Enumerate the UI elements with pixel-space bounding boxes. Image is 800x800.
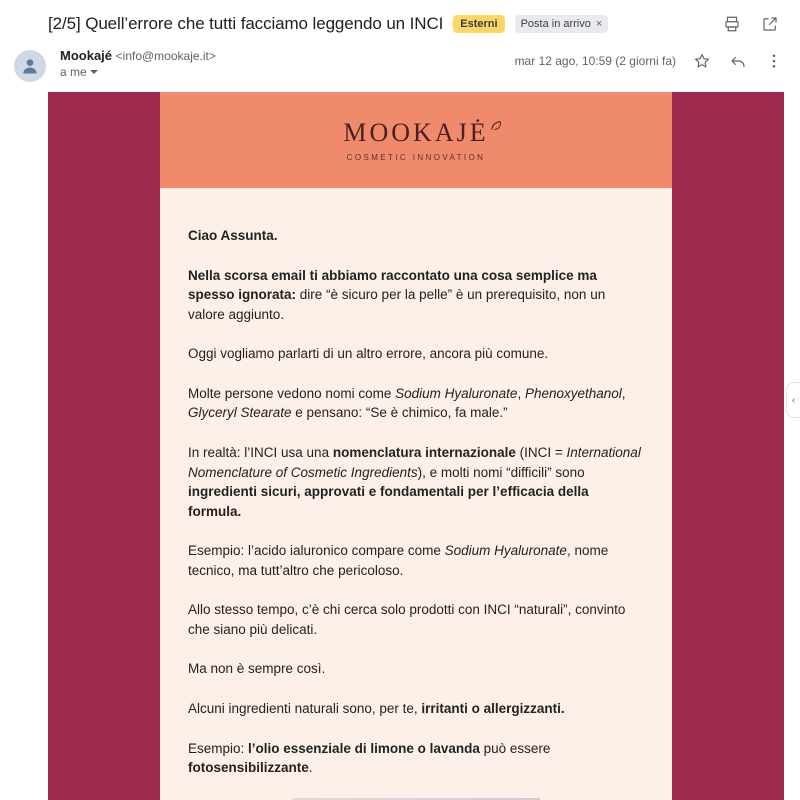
email-paragraph: Esempio: l’olio essenziale di limone o lavanda può essere fotosensibilizzante. — [188, 740, 551, 776]
more-options-icon[interactable] — [764, 51, 784, 71]
email-paragraphs — [160, 188, 672, 778]
email-paragraph: Alcuni ingredienti naturali sono, per te, irritanti o allergizzanti. — [188, 701, 565, 716]
page-title: [2/5] Quell’errore che tutti facciamo leggendo un INCI — [48, 14, 444, 33]
email-paragraph: Esempio: l’acido ialuronico compare come Sodium Hyaluronate, nome tecnico, ma tutt’altro che pericoloso. — [188, 543, 609, 578]
email-paragraph: Nella scorsa email ti abbiamo raccontato una cosa semplice ma spesso ignorata: dire “è sicuro per la pelle” è un prerequisito, non un valore aggiunto. — [188, 267, 606, 322]
email-paragraph: Ma non è sempre così. — [188, 661, 326, 677]
subject-row — [0, 0, 800, 42]
status-badge-external: Esterni — [453, 15, 504, 33]
email-paragraph: Ciao Assunta. — [188, 228, 278, 243]
email-paragraph: Oggi vogliamo parlarti di un altro errore, ancora più comune. — [188, 346, 549, 362]
star-icon[interactable] — [692, 51, 712, 71]
avatar[interactable] — [14, 50, 46, 82]
email-paragraph: Allo stesso tempo, c’è chi cerca solo prodotti con INCI “naturali”, convinto che siano più delicati. — [188, 602, 626, 637]
open-in-new-window-icon[interactable] — [760, 14, 780, 34]
sender-info — [60, 48, 216, 79]
brand-tagline: COSMETIC INNOVATION — [346, 153, 486, 162]
label-chip-inbox[interactable] — [515, 15, 609, 33]
close-icon[interactable]: × — [595, 18, 603, 30]
recipient-text: a me — [60, 65, 87, 79]
email-header-banner — [160, 92, 672, 188]
email-paragraph: Molte persone vedono nomi come Sodium Hyaluronate, Phenoxyethanol, Glyceryl Stearate e pensano: “Se è chimico, fa male.” — [188, 385, 626, 421]
message-date: mar 12 ago, 10:59 (2 giorni fa) — [514, 54, 676, 68]
label-chip-text: Posta in arrivo — [520, 18, 591, 30]
email-body-canvas — [48, 92, 784, 800]
reply-icon[interactable] — [728, 51, 748, 71]
sender-row — [0, 42, 800, 92]
subject-actions — [722, 14, 784, 34]
leaf-flourish-icon — [487, 112, 503, 142]
email-content — [160, 92, 672, 800]
print-icon[interactable] — [722, 14, 742, 34]
sender-line — [60, 48, 216, 63]
message-actions — [515, 48, 784, 71]
recipient-line[interactable] — [60, 65, 216, 79]
sender-name: Mookajé — [60, 48, 113, 63]
sender-email[interactable]: <info@mookaje.it> — [115, 49, 216, 63]
brand-logo-text: MOOKAJĖ — [343, 118, 488, 148]
chevron-down-icon[interactable] — [90, 70, 98, 74]
email-paragraph: In realtà: l’INCI usa una nomenclatura internazionale (INCI = International Nomenclature of Cosmetic Ingredients), e molti nomi “difficili” sono ingredienti sicuri, approvati e fondamentali per l’efficacia della formula. — [188, 444, 641, 519]
side-panel-toggle[interactable]: ‹ — [786, 382, 800, 418]
